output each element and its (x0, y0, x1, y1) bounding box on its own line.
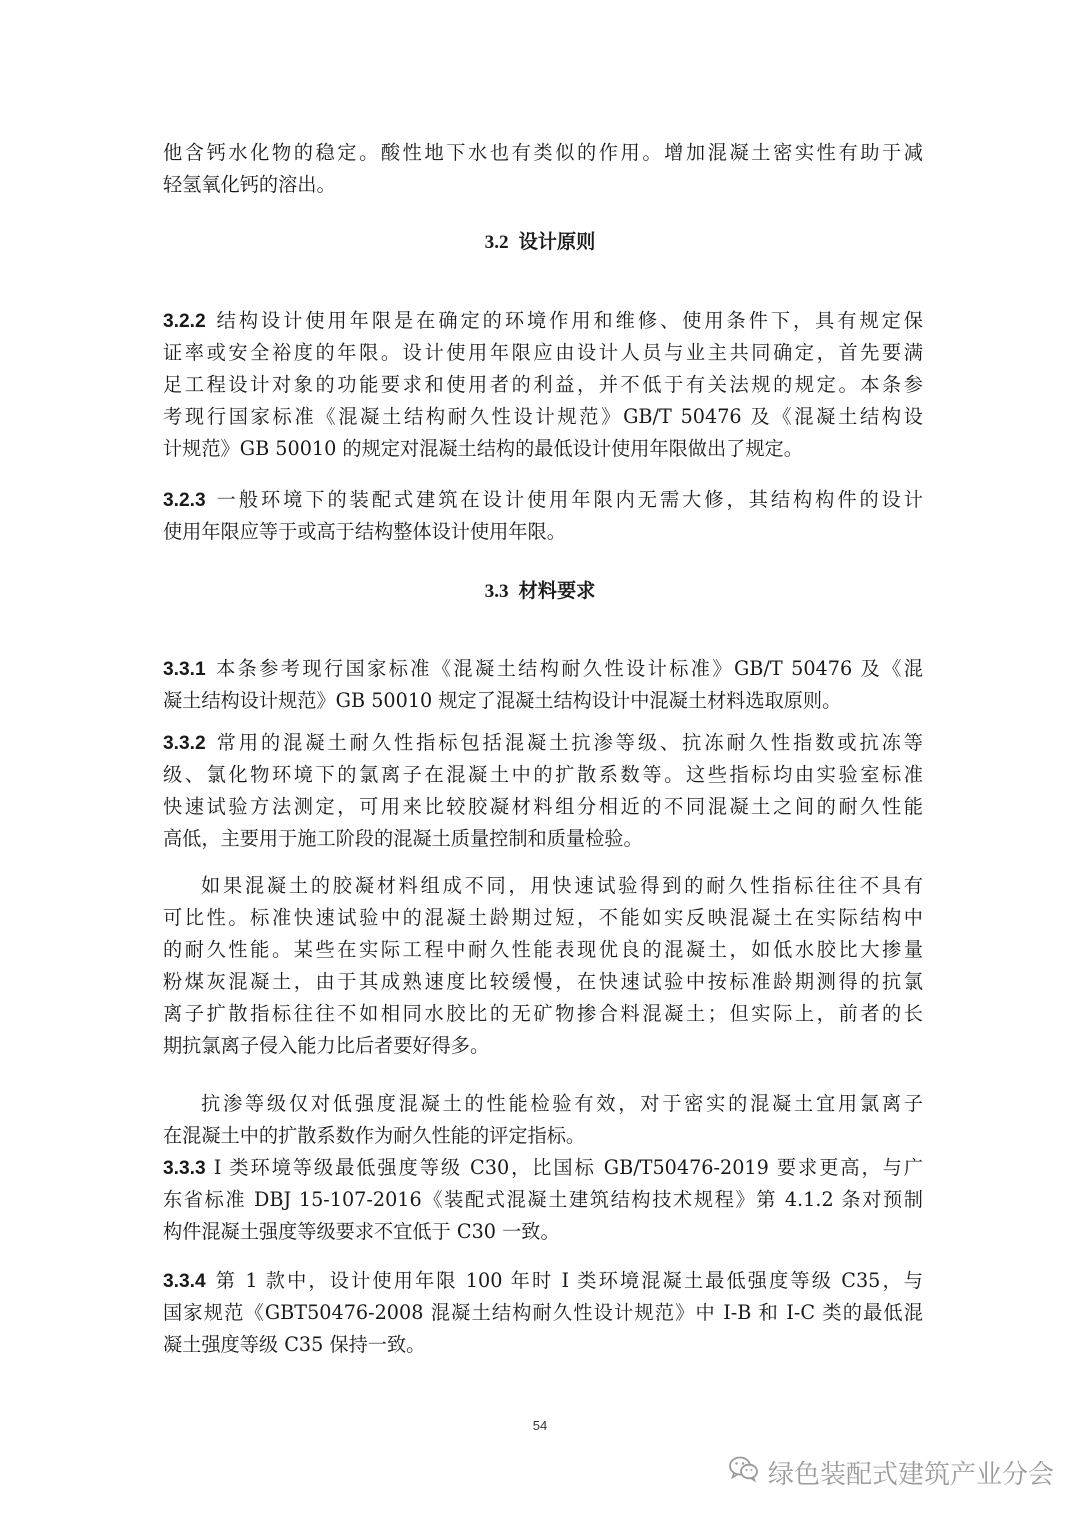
text-line (163, 1152, 923, 1184)
watermark (728, 1452, 1054, 1492)
text-line: 凝土结构设计规范》GB 50010 规定了混凝土结构设计中混凝土材料选取原则。 (163, 689, 842, 712)
clause-3-3-3 (163, 1152, 923, 1248)
clause-3-3-4 (163, 1265, 923, 1361)
text-line (163, 305, 923, 337)
text-line: 使用年限应等于或高于结构整体设计使用年限。 (163, 520, 566, 543)
text-line: 期抗氯离子侵入能力比后者要好得多。 (163, 1034, 490, 1057)
text-line: 计规范》GB 50010 的规定对混凝土结构的最低设计使用年限做出了规定。 (163, 437, 803, 460)
text-line: 级、氯化物环境下的氯离子在混凝土中的扩散系数等。这些指标均由实验室标准 (163, 763, 923, 786)
text-line: 轻氢氧化钙的溶出。 (163, 173, 336, 196)
text-line: 他含钙水化物的稳定。酸性地下水也有类似的作用。增加混凝土密实性有助于减 (163, 141, 923, 164)
clause-text: 一般环境下的装配式建筑在设计使用年限内无需大修，其结构构件的设计 (213, 488, 923, 511)
text-line: 粉煤灰混凝土，由于其成熟速度比较缓慢，在快速试验中按标准龄期测得的抗氯 (163, 970, 923, 993)
clause-text: 本条参考现行国家标准《混凝土结构耐久性设计标准》GB/T 50476 及《混 (213, 657, 923, 680)
clause-3-3-1 (163, 653, 923, 717)
section-heading-3-2 (0, 226, 1080, 259)
section-number: 3.2 (484, 232, 509, 253)
text-line: 快速试验方法测定，可用来比较胶凝材料组分相近的不同混凝土之间的耐久性能 (163, 795, 923, 818)
clause-3-2-2 (163, 305, 923, 465)
clause-number: 3.2.2 (163, 311, 206, 332)
paragraph-3-3-2-b (163, 870, 923, 1062)
section-number: 3.3 (484, 581, 509, 602)
text-line: 国家规范《GBT50476-2008 混凝土结构耐久性设计规范》中 I-B 和 I-C 类的最低混 (163, 1301, 923, 1324)
clause-number: 3.3.3 (163, 1158, 206, 1179)
text-line: 构件混凝土强度等级要求不宜低于 C30 一致。 (163, 1220, 560, 1243)
text-line: 在混凝土中的扩散系数作为耐久性能的评定指标。 (163, 1124, 586, 1147)
clause-number: 3.3.1 (163, 659, 206, 680)
clause-text: 结构设计使用年限是在确定的环境作用和维修、使用条件下，具有规定保 (213, 309, 923, 332)
text-line: 考现行国家标准《混凝土结构耐久性设计规范》GB/T 50476 及《混凝土结构设 (163, 405, 923, 428)
clause-number: 3.2.3 (163, 490, 206, 511)
section-heading-3-3 (0, 575, 1080, 608)
text-line (163, 1265, 923, 1297)
text-line (163, 653, 923, 685)
text-line: 足工程设计对象的功能要求和使用者的利益，并不低于有关法规的规定。本条参 (163, 373, 923, 396)
text-line: 抗渗等级仅对低强度混凝土的性能检验有效，对于密实的混凝土宜用氯离子 (201, 1092, 923, 1115)
clause-number: 3.3.2 (163, 733, 206, 754)
clause-text: 常用的混凝土耐久性指标包括混凝土抗渗等级、抗冻耐久性指数或抗冻等 (213, 731, 923, 754)
text-line: 的耐久性能。某些在实际工程中耐久性能表现优良的混凝土，如低水胶比大掺量 (163, 938, 923, 961)
page-number: 54 (532, 1418, 548, 1433)
paragraph-3-3-2-c (163, 1088, 923, 1152)
text-line: 凝土强度等级 C35 保持一致。 (163, 1333, 426, 1356)
text-line: 高低，主要用于施工阶段的混凝土质量控制和质量检验。 (163, 827, 643, 850)
paragraph-intro (163, 137, 923, 201)
text-line: 离子扩散指标往往不如相同水胶比的无矿物掺合料混凝土；但实际上，前者的长 (163, 1002, 923, 1025)
wechat-icon (728, 1455, 760, 1490)
section-title: 设计原则 (518, 230, 596, 253)
text-line: 可比性。标准快速试验中的混凝土龄期过短，不能如实反映混凝土在实际结构中 (163, 906, 923, 929)
clause-3-2-3 (163, 484, 923, 548)
watermark-text: 绿色装配式建筑产业分会 (768, 1459, 1055, 1490)
text-line: 如果混凝土的胶凝材料组成不同，用快速试验得到的耐久性指标往往不具有 (201, 874, 923, 897)
clause-text: I 类环境等级最低强度等级 C30，比国标 GB/T50476-2019 要求更高，与广 (213, 1156, 923, 1179)
text-line (163, 727, 923, 759)
clause-3-3-2 (163, 727, 923, 855)
text-line: 东省标准 DBJ 15-107-2016《装配式混凝土建筑结构技术规程》第 4.1.2 条对预制 (163, 1188, 923, 1211)
text-line: 证率或安全裕度的年限。设计使用年限应由设计人员与业主共同确定，首先要满 (163, 341, 923, 364)
clause-number: 3.3.4 (163, 1271, 206, 1292)
clause-text: 第 1 款中，设计使用年限 100 年时 I 类环境混凝土最低强度等级 C35，与 (213, 1269, 923, 1292)
text-line (163, 484, 923, 516)
section-title: 材料要求 (518, 579, 596, 602)
